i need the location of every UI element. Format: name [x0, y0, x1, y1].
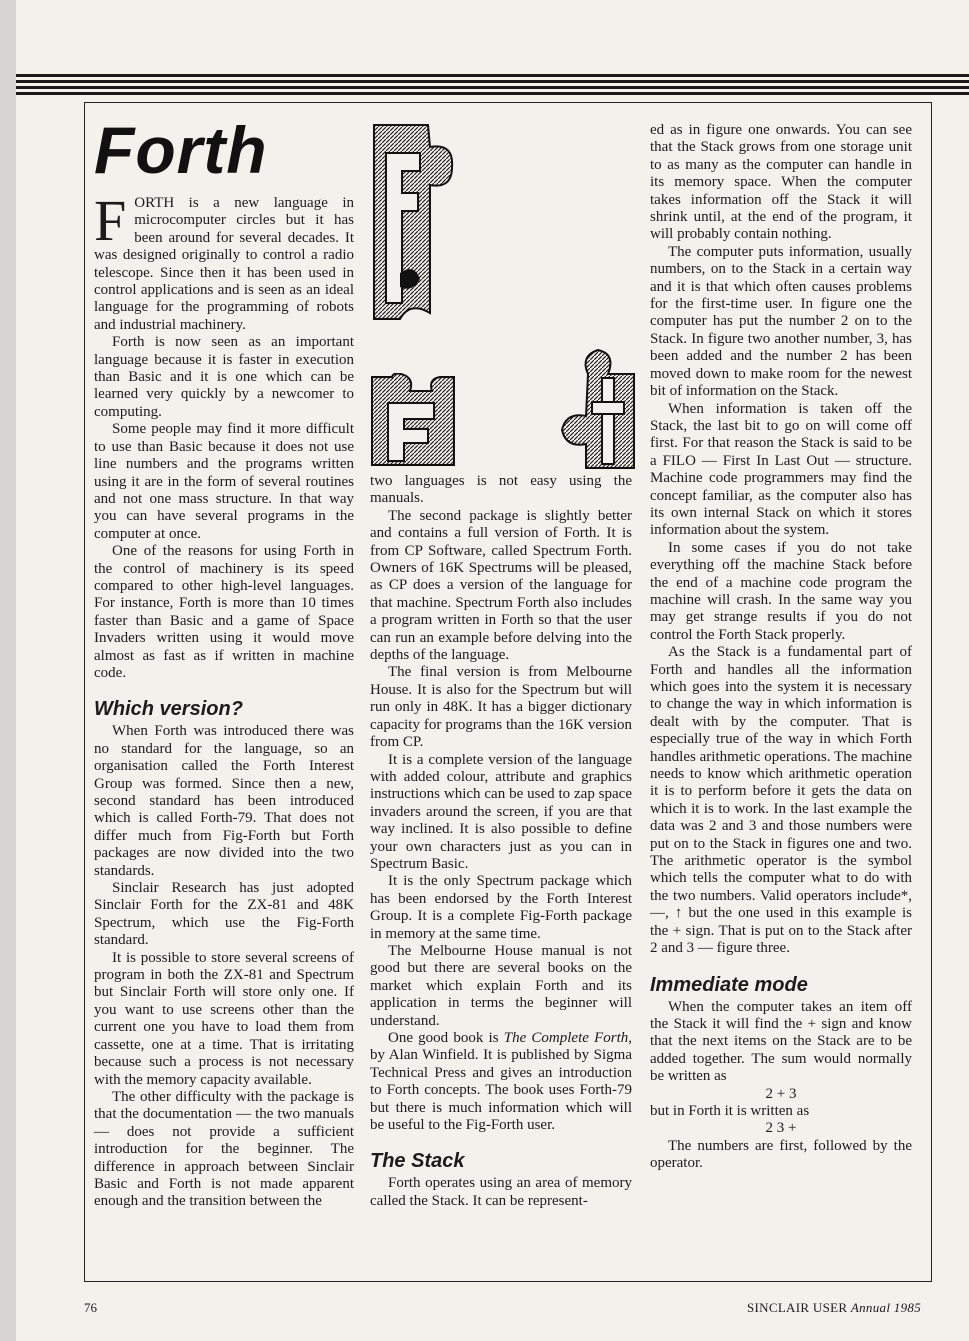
column-3 [650, 122, 912, 1173]
paragraph: Sinclair Research has just adopted Sinclair Forth for the ZX-81 and 48K Spectrum, which use the Fig-Forth standard. [94, 880, 354, 949]
column-2 [370, 473, 632, 1210]
drop-cap: F [94, 188, 127, 253]
magazine-name: SINCLAIR USER [747, 1300, 848, 1315]
puzzle-piece-plus-illustration [558, 344, 638, 470]
paragraph: One of the reasons for using Forth in the control of machinery is its speed compared to other high-level languages. For instance, Forth is more than 10 times faster than Basic and a game of Space Invaders written using it would move almost as fast as if written in machine code. [94, 543, 354, 681]
paragraph: The Melbourne House manual is not good but there are several books on the market which explain Forth and its application in terms the beginner will understand. [370, 942, 632, 1029]
paragraph: It is the only Spectrum package which has been endorsed by the Forth Interest Group. It is a complete Fig-Forth package in memory at the same time. [370, 873, 632, 942]
magazine-edition: Annual 1985 [850, 1300, 921, 1315]
column-1 [94, 188, 354, 1211]
paragraph: two languages is not easy using the manuals. [370, 473, 632, 507]
paragraph: Forth operates using an area of memory called the Stack. It can be represent- [370, 1175, 632, 1209]
article-title: Forth [94, 113, 268, 187]
paragraph: Forth is now seen as an important language because it is faster in execution than Basic and it is one which can be learned very quickly by a newcomer to computing. [94, 334, 354, 420]
paragraph: In some cases if you do not take everything off the machine Stack before the end of a machine code program the machine will crash. In the same way you may get strange results if you do not control the Forth Stack properly. [650, 539, 912, 643]
paragraph: It is a complete version of the language with added colour, attribute and graphics instructions which can be used to zap space invaders around the screen, if you are that way inclined. It is also possible to define your own characters just as you can in Spectrum Basic. [370, 751, 632, 872]
paragraph: When information is taken off the Stack, the last bit to go on will come off first. For that reason the Stack is said to be a FILO — First In Last Out — structure. Machine code programmers may find the concept familiar, as the computer also has its own internal Stack on which it stores information about the system. [650, 400, 912, 539]
paragraph: Some people may find it more difficult to use than Basic because it does not use line numbers and the programs written using it are in the form of several routines and not one mass structure. In that way you can have several programs in the computer at once. [94, 421, 354, 542]
paragraph: The second package is slightly better and contains a full version of Forth. It is from CP Software, called Spectrum Forth. Owners of 16K Spectrums will be pleased, as CP does a version of the language for that machine. Spectrum Forth also includes a program written in Forth so that the user can run an example before delving into the depths of the language. [370, 507, 632, 664]
paragraph: The computer puts information, usually numbers, on to the Stack in a certain way and it is that which often causes problems for the first-time user. In figure one the computer has put the number 2 on to the Stack. In figure two another number, 3, has been added and the number 2 has been moved down to make room for the newest bit of information on the Stack. [650, 243, 912, 400]
paragraph: When the computer takes an item off the Stack it will find the + sign and know that the next items on the Stack are to be added together. The sum would normally be written as [650, 998, 912, 1085]
paragraph: The numbers are first, followed by the operator. [650, 1137, 912, 1172]
book-title: The Complete Forth, [503, 1030, 633, 1046]
paragraph: The other difficulty with the package is that the documentation — the two manuals — does not provide a sufficient introduction for the beginner. The difference in approach between Sinclair Basic and Forth is not made apparent enough and the transition between the [94, 1088, 354, 1210]
paragraph: As the Stack is a fundamental part of Forth and handles all the information which goes into the system it is necessary to change the way in which information is dealt with by the computer. That is especially true of the way in which Forth handles arithmetic operations. The machine needs to know which arithmetic operation it is to perform before it gets the data on which it is to work. In the last example the data was 2 and 3 and those numbers were put on to the Stack in figures one and two. The arithmetic operator is the symbol which tells the computer what to do with the two numbers. Valid operators include*, —, ↑ but the one used in this example is the + sign. That is put on to the Stack after 2 and 3 — figure three. [650, 644, 912, 957]
puzzle-piece-f-top-illustration [370, 123, 466, 323]
paragraph: ed as in figure one onwards. You can see that the Stack grows from one storage unit to as many as the computer can handle in its memory space. When the computer takes information off the Stack it will shrink until, at the end of the program, it will probably contain nothing. [650, 122, 912, 243]
paragraph: but in Forth it is written as [650, 1102, 810, 1119]
expression-infix: 2 + 3 [765, 1085, 797, 1102]
page-gutter [0, 0, 16, 1341]
subheading-which-version: Which version? [94, 698, 243, 721]
header-rules [16, 74, 969, 98]
puzzle-piece-f-bottom-illustration [370, 373, 456, 467]
page-number: 76 [84, 1300, 97, 1315]
magazine-footer [747, 1300, 921, 1316]
expression-postfix: 2 3 + [765, 1120, 797, 1137]
paragraph: It is possible to store several screens of program in both the ZX-81 and Spectrum but Sinclair Forth will store only one. If you want to use screens other than the current one you have to load them from cassette, one at a time. That is irritating because such a process is not necessary with the memory capacity available. [94, 949, 354, 1088]
intro-paragraph: FORTH is a new language in microcomputer circles but it has been around for several decades. It was designed originally to control a radio telescope. Since then it has been used in control applications and is seen as an ideal language for the programming of robots and industrial machinery. [94, 188, 354, 333]
paragraph: The final version is from Melbourne House. It is also for the Spectrum but will run only in 48K. It has a bigger dictionary capacity for programs than the 16K version from CP. [370, 664, 632, 751]
subheading-immediate-mode: Immediate mode [650, 973, 808, 996]
subheading-the-stack: The Stack [370, 1150, 465, 1173]
paragraph: One good book is The Complete Forth, by Alan Winfield. It is published by Sigma Technical Press and gives an introduction to Forth concepts. The book uses Forth-79 but there is much information which will be useful to the Fig-Forth user. [370, 1030, 633, 1134]
paragraph: When Forth was introduced there was no standard for the language, so an organisation called the Forth Interest Group was formed. Since then a new, second standard has been introduced which is called Forth-79. That does not differ much from Fig-Forth but Forth packages are now divided into the two standards. [94, 723, 354, 879]
